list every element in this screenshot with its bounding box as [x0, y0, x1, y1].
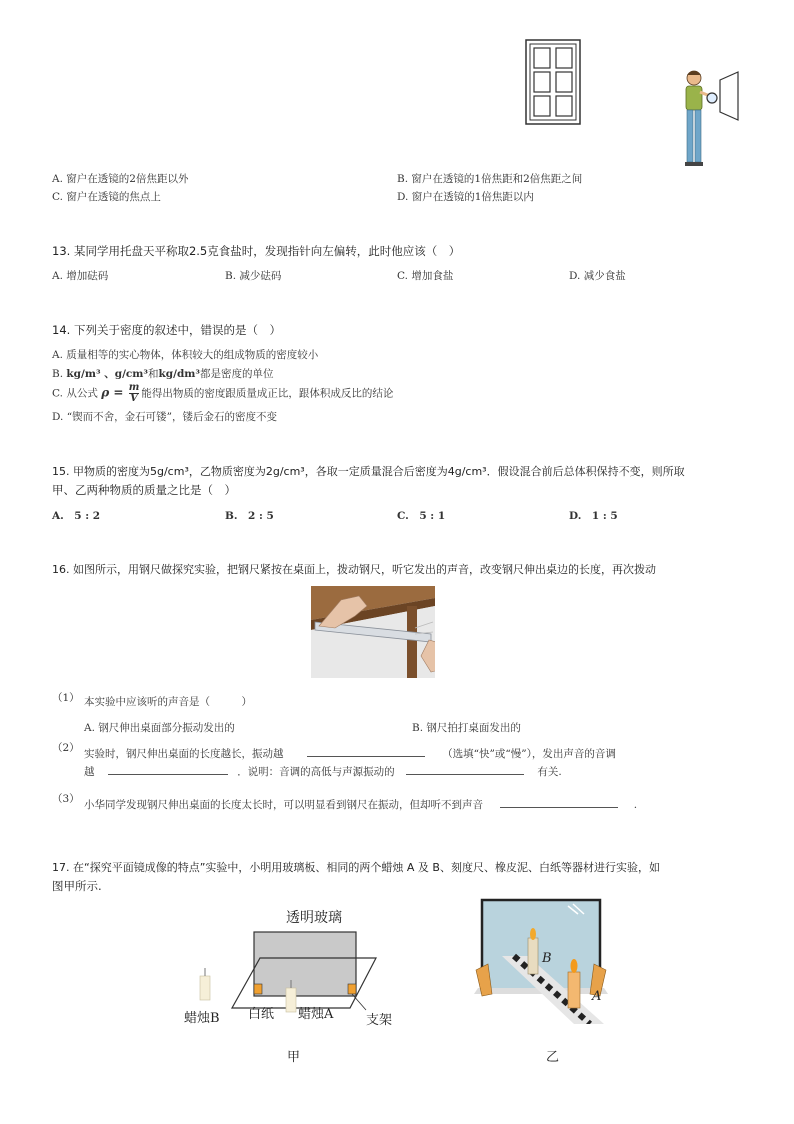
q14-option-c-tail: 能得出物质的密度跟质量成正比，跟体积成反比的结论: [141, 387, 394, 400]
mirror-setup-figure-jia: [180, 902, 402, 1030]
q14-rho-symbol: ρ =: [101, 385, 124, 400]
q15-option-a[interactable]: A. 5 : 2: [52, 510, 101, 522]
q12-option-c[interactable]: C. 窗户在透镜的焦点上: [52, 191, 161, 203]
q16-sub2-line2: [84, 764, 562, 779]
q16-sub2-blank-1[interactable]: [307, 756, 425, 757]
q14-option-a[interactable]: A. 质量相等的实心物体，体积较大的组成物质的密度较小: [52, 349, 319, 361]
q16-sub2-line1: [84, 746, 616, 761]
q12-option-a[interactable]: A. 窗户在透镜的2倍焦距以外: [52, 173, 189, 185]
q14-option-b[interactable]: [52, 366, 274, 381]
q16-sub3-end: .: [633, 799, 638, 811]
mirror-photo-figure-yi: [474, 898, 608, 1024]
q14-stem: 14. 下列关于密度的叙述中，错误的是（ ）: [52, 323, 281, 337]
label-candle-a: 蜡烛A: [298, 1007, 334, 1022]
window-figure: [522, 36, 584, 128]
label-stand: 支架: [366, 1013, 393, 1028]
q15-stem-line2: 甲、乙两种物质的质量之比是（ ）: [52, 483, 236, 497]
q16-sub2-text-b: （选填“快”或“慢”），发出声音的音调: [442, 748, 616, 760]
q14-option-c[interactable]: [52, 383, 393, 404]
q16-sub3-blank[interactable]: [500, 807, 618, 808]
q16-sub2-text-e: 有关.: [537, 766, 562, 778]
q13-option-b[interactable]: B. 减少砝码: [225, 270, 282, 282]
q13-option-a[interactable]: A. 增加砝码: [52, 270, 109, 282]
q16-sub2-text-a: 实验时，钢尺伸出桌面的长度越长，振动越: [84, 748, 284, 760]
q16-stem: 16. 如图所示，用钢尺做探究实验，把钢尺紧按在桌面上，拨动钢尺，听它发出的声音，改变钢尺伸出桌边的长度，再次拨动: [52, 563, 656, 576]
q14-option-d[interactable]: D. “锲而不舍，金石可镂”，镂后金石的密度不变: [52, 411, 277, 423]
q15-option-b[interactable]: B. 2 : 5: [225, 510, 274, 522]
person-with-lens-figure: [676, 66, 746, 170]
q13-stem: 13. 某同学用托盘天平称取2.5克食盐时，发现指针向左偏转，此时他应该（ ）: [52, 244, 461, 258]
ruler-on-table-figure: [311, 586, 435, 678]
q17-stem-line2: 图甲所示.: [52, 879, 102, 893]
q16-sub2-text-c: 越: [84, 766, 95, 778]
q16-sub1-text: 本实验中应该听的声音是（ ）: [84, 696, 252, 708]
figure-caption-jia: 甲: [287, 1050, 301, 1065]
q16-sub1-option-b[interactable]: B. 钢尺拍打桌面发出的: [412, 722, 521, 734]
q16-sub2-text-d: ．说明：音调的高低与声源振动的: [237, 766, 395, 778]
q15-option-d[interactable]: D. 1 : 5: [569, 510, 618, 522]
q17-stem-line1: 17. 在“探究平面镜成像的特点”实验中，小明用玻璃板、相同的两个蜡烛 A 及 B、刻度尺、橡皮泥、白纸等器材进行实验，如: [52, 861, 660, 874]
q13-option-d[interactable]: D. 减少食盐: [569, 270, 626, 282]
q15-option-c[interactable]: C. 5 : 1: [397, 510, 446, 522]
q14-fraction-numerator: m: [128, 382, 140, 393]
q16-sub3-line: [84, 797, 637, 812]
label-transparent-glass: 透明玻璃: [286, 910, 342, 926]
q14-option-b-units: kg/m³ 、g/cm³: [66, 368, 149, 380]
q16-sub2-blank-3[interactable]: [406, 774, 524, 775]
q12-option-b[interactable]: B. 窗户在透镜的1倍焦距和2倍焦距之间: [397, 173, 583, 185]
q14-option-b-tail: 都是密度的单位: [200, 368, 274, 380]
q16-sub3-text: 小华同学发现钢尺伸出桌面的长度太长时，可以明显看到钢尺在振动，但却听不到声音: [84, 799, 483, 811]
figure-caption-yi: 乙: [546, 1050, 560, 1065]
q14-option-b-and: 和: [148, 368, 159, 380]
q14-option-b-letter: B.: [52, 368, 67, 380]
q13-option-c[interactable]: C. 增加食盐: [397, 270, 454, 282]
q16-sub1-num: （1）: [52, 692, 80, 704]
q14-option-c-pre: C. 从公式: [52, 387, 98, 400]
q15-stem-line1: 15. 甲物质的密度为5g/cm³，乙物质密度为2g/cm³，各取一定质量混合后密度为4g/cm³．假设混合前后总体积保持不变，则所取: [52, 465, 685, 478]
label-candle-b: 蜡烛B: [184, 1011, 220, 1026]
label-a: A: [592, 989, 602, 1004]
q16-sub1-option-a[interactable]: A. 钢尺伸出桌面部分振动发出的: [84, 722, 235, 734]
q12-option-d[interactable]: D. 窗户在透镜的1倍焦距以内: [397, 191, 534, 203]
label-white-paper: 白纸: [248, 1007, 275, 1022]
q14-fraction-denominator: V: [130, 393, 138, 404]
label-b: B: [542, 951, 552, 966]
q14-option-b-unit3: kg/dm³: [158, 368, 201, 380]
q16-sub3-num: （3）: [52, 793, 80, 805]
q16-sub2-num: （2）: [52, 742, 80, 754]
q16-sub2-blank-2[interactable]: [108, 774, 228, 775]
